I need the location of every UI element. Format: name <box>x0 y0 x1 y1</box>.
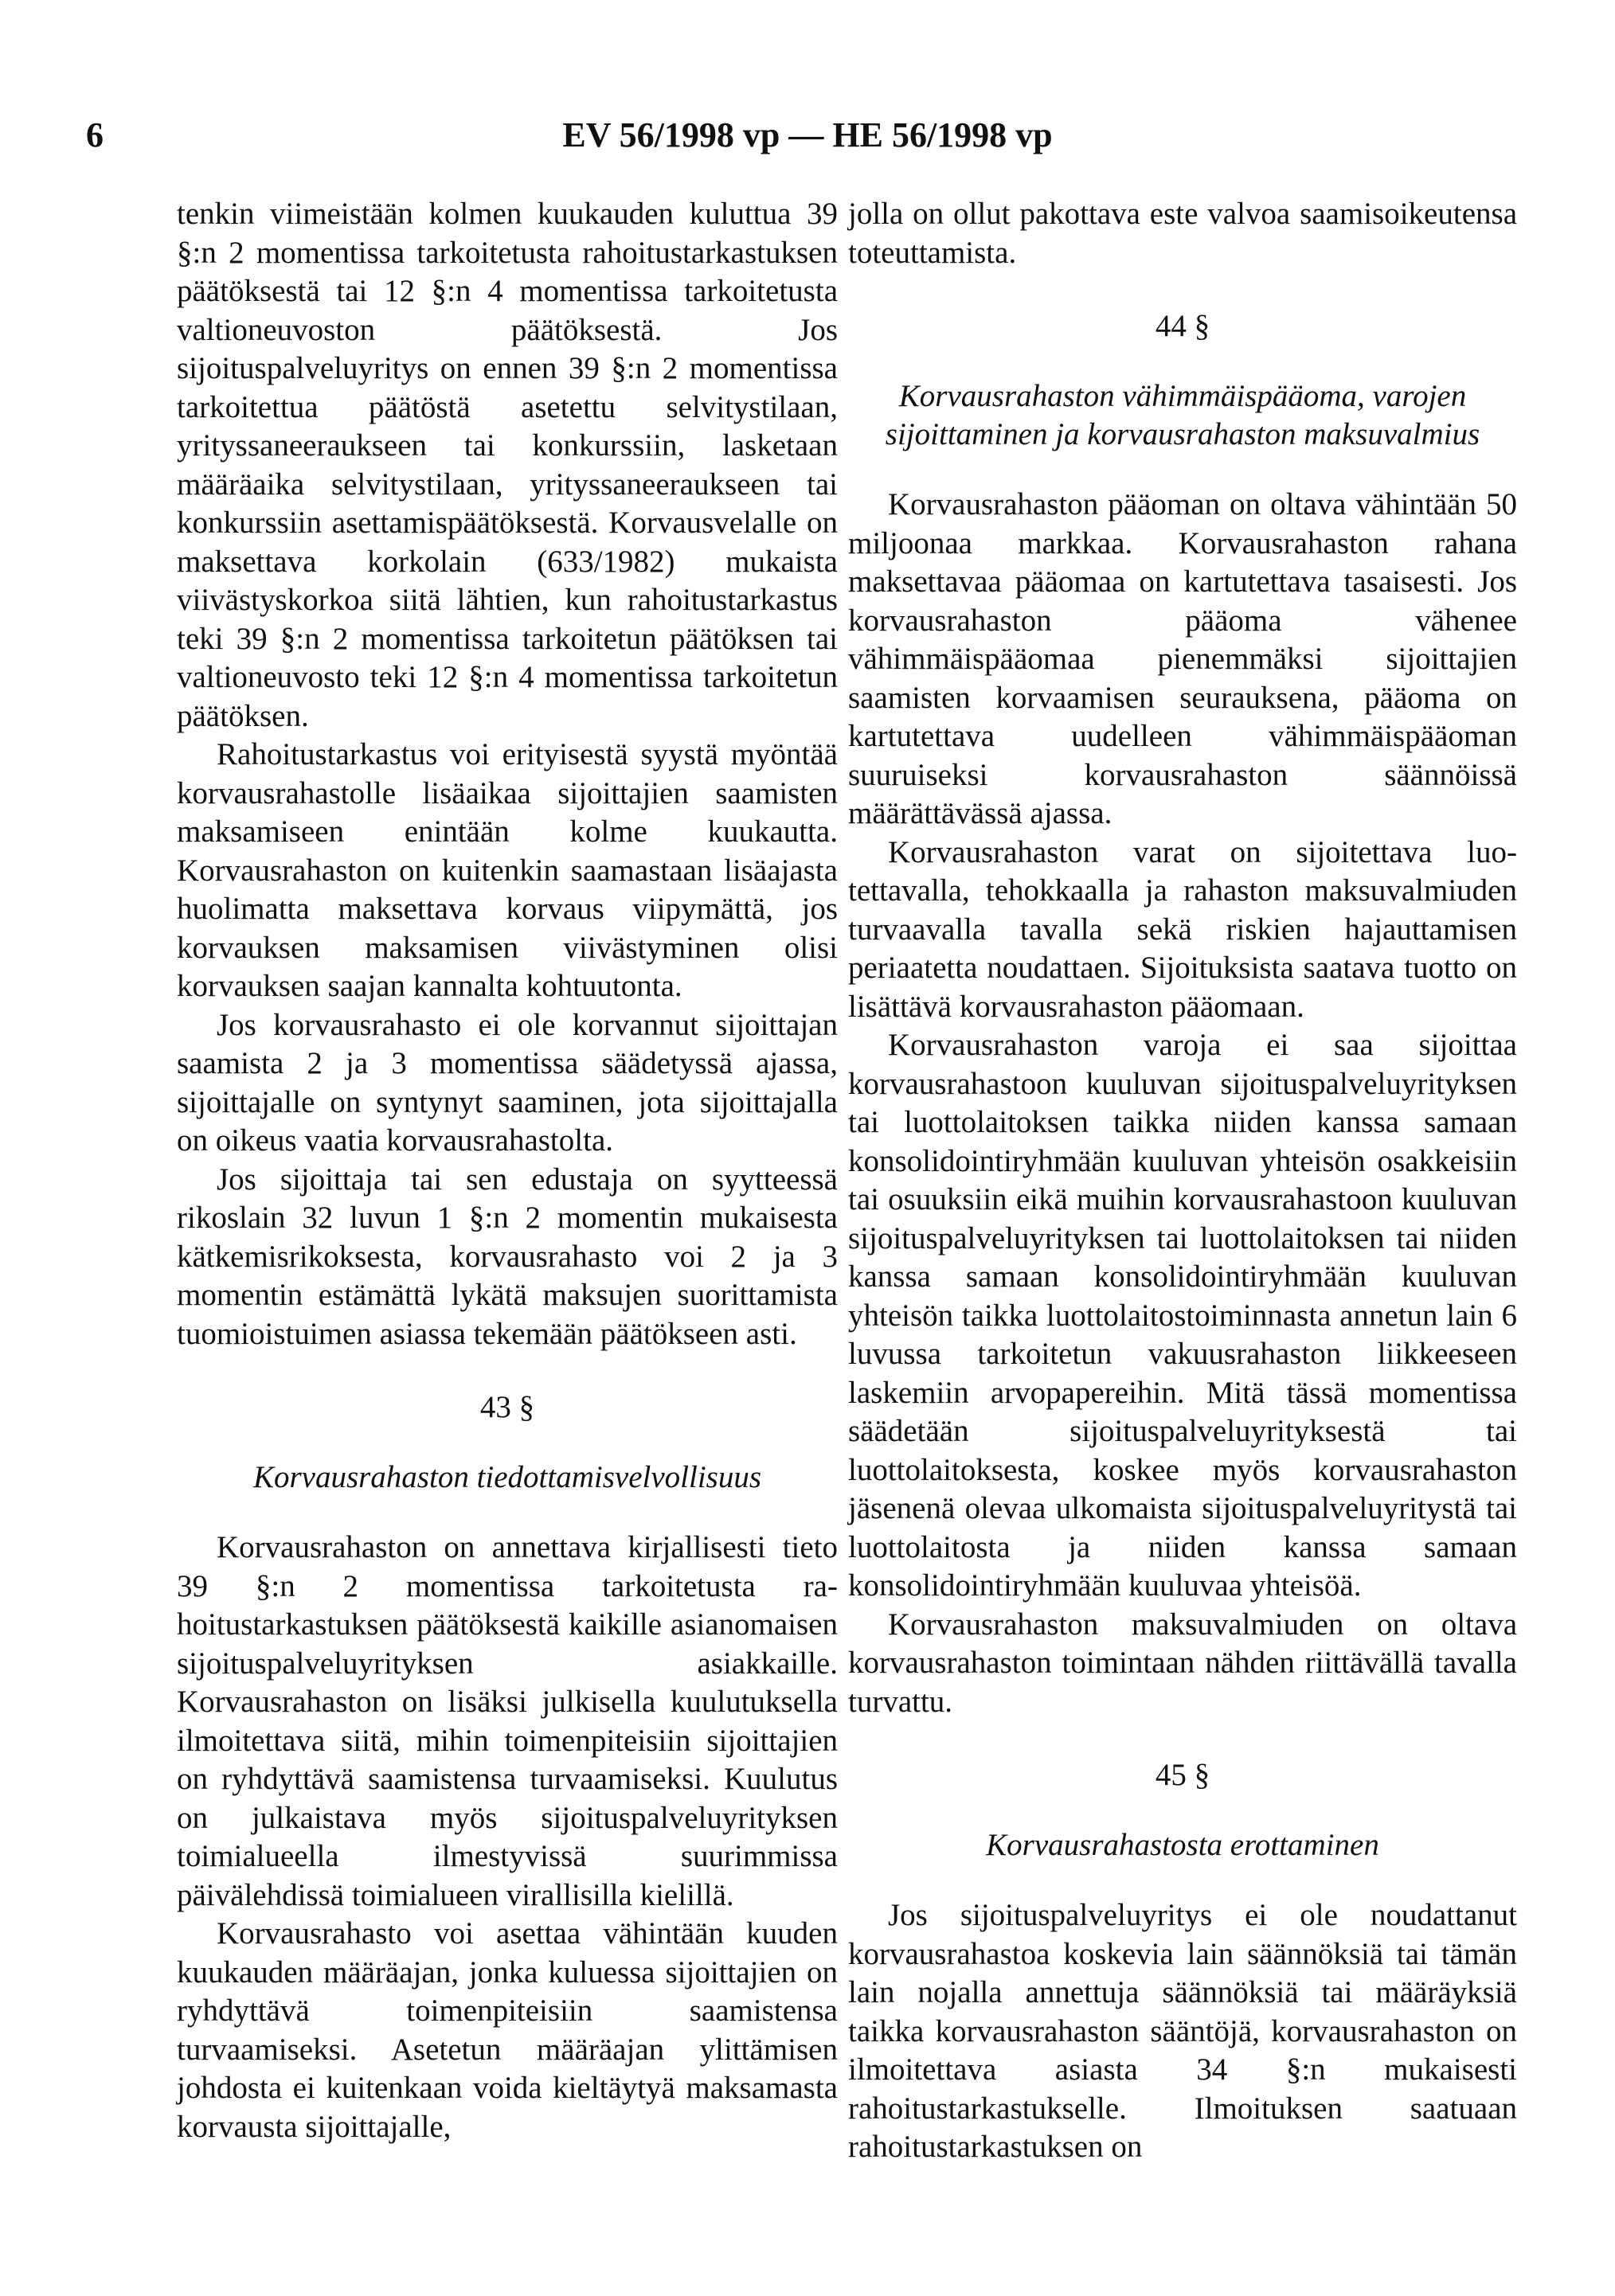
paragraph: Jos korvausrahasto ei ole korvannut sijoittajan saamista 2 ja 3 momentissa säädetyssä ajassa, sijoittajalle on syntynyt saaminen, jota sijoittajalla on oikeus vaatia korvausrahastolta. <box>177 1007 838 1158</box>
paragraph: tenkin viimeistään kolmen kuukauden kuluttua 39 §:n 2 momentissa tarkoitetusta rahoitustarkastuksen päätöksestä tai 12 §:n 4 momentissa tarkoitetusta valtioneuvoston päätöksestä. Jos sijoituspalveluyritys on ennen 39 §:n 2 momentissa tarkoitettua päätöstä asetettu selvitystilaan, yrityssaneeraukseen tai konkurssiin, lasketaan määräaika selvitystilaan, yrityssaneeraukseen tai konkurssiin asettamispäätöksestä. Korvausvelalle on maksettava korkolain (633/1982) mukaista viivästyskorkoa siitä lähtien, kun rahoitustarkastus teki 39 §:n 2 momentissa tarkoitetun päätöksen tai valtioneuvosto teki 12 §:n 4 momentissa tarkoitetun päätöksen. <box>177 197 838 733</box>
paragraph: Korvausrahaston on annettava kirjallisesti tieto 39 §:n 2 momentissa tarkoitetusta rahoitustarkastuksen päätöksestä kaikille asianomaisen sijoituspalveluyrityksen asiakkaille. Korvausrahaston on lisäksi julkisella kuulutuksella ilmoitettava siitä, mihin toimenpiteisiin sijoittajien on ryhdyttävä saamistensa turvaamiseksi. Kuulutus on julkaistava myös sijoituspalveluyrityksen toimialueella ilmestyvissä suurimmissa päivälehdissä toimialueen virallisilla kielillä. <box>177 1530 838 1912</box>
paragraph: Jos sijoittaja tai sen edustaja on syytteessä rikoslain 32 luvun 1 §:n 2 momentin mukaisesta kätkemisrikoksesta, korvausrahasto voi 2 ja 3 momentin estämättä lykätä maksujen suorittamista tuomioistuimen asiassa tekemään päätökseen asti. <box>177 1162 838 1351</box>
section-number-45: 45 § <box>1155 1758 1210 1792</box>
page-number: 6 <box>86 115 104 154</box>
page-header <box>0 111 1615 159</box>
right-column <box>848 195 1517 2167</box>
section-title-43: Korvausrahaston tiedottamisvelvollisuus <box>252 1460 762 1494</box>
paragraph: Korvausrahaston maksuvalmiuden on oltava korvausrahaston toimintaan nähden riittävällä tavalla turvattu. <box>848 1607 1517 1719</box>
paragraph: Korvausrahaston pääoman on oltava vähintään 50 miljoonaa markkaa. Korvausrahaston rahana maksettavaa pääomaa on kartutettava tasaisesti. Jos korvausrahaston pääoma vähenee vähimmäispääomaa pienemmäksi sijoittajien saamisten korvaamisen seurauksena, pääoma on kartutettava uudelleen vähimmäispääoman suuruiseksi korvausrahaston säännöissä määrättävässä ajassa. <box>848 487 1517 830</box>
section-number-43: 43 § <box>479 1390 535 1424</box>
running-head: EV 56/1998 vp — HE 56/1998 vp <box>562 115 1053 154</box>
left-column <box>177 195 838 2146</box>
paragraph: Rahoitustarkastus voi erityisestä syystä myöntää korvausrahastolle lisäaikaa sijoittajien saamisten maksamiseen enintään kolme kuukautta. Korvausrahaston on kuitenkin saamastaan lisäajasta huolimatta maksettava korvaus viipymättä, jos korvauksen maksamisen viivästyminen olisi korvauksen saajan kannalta kohtuutonta. <box>177 737 838 1003</box>
section-title-45: Korvausrahastosta erottaminen <box>986 1828 1379 1862</box>
paragraph: Korvausrahaston varat on sijoitettava luotettavalla, tehokkaalla ja rahaston maksuvalmiuden turvaavalla tavalla sekä riskien hajauttamisen periaatetta noudattaen. Sijoituksista saatava tuotto on lisättävä korvausrahaston pääomaan. <box>848 834 1517 1024</box>
paragraph: jolla on ollut pakottava este valvoa saamisoikeutensa toteuttamista. <box>848 197 1517 270</box>
paragraph: Korvausrahasto voi asettaa vähintään kuuden kuukauden määräajan, jonka kuluessa sijoittajien on ryhdyttävä toimenpiteisiin saamistensa turvaamiseksi. Asetetun määräajan ylittämisen johdosta ei kuitenkaan voida kieltäytyä maksamasta korvausta sijoittajalle, <box>177 1916 838 2144</box>
section-title-44: Korvausrahaston vähimmäispääoma, varojen sijoittaminen ja korvausrahaston maksuvalmius <box>885 379 1480 451</box>
section-number-44: 44 § <box>1155 309 1210 343</box>
paragraph: Jos sijoituspalveluyritys ei ole noudattanut korvausrahastoa koskevia lain säännöksiä tai tämän lain nojalla annettuja säännöksiä tai määräyksiä taikka korvausrahaston sääntöjä, korvausrahaston on ilmoitettava asiasta 34 §:n mukaisesti rahoitustarkastukselle. Ilmoituksen saatuaan rahoitustarkastuksen on <box>848 1898 1517 2164</box>
paragraph: Korvausrahaston varoja ei saa sijoittaa korvausrahastoon kuuluvan sijoituspalveluyrityksen tai luottolaitoksen taikka niiden kanssa samaan konsolidointiryhmään kuuluvan yhteisön osakkeisiin tai osuuksiin eikä muihin korvausrahastoon kuuluvan sijoituspalveluyrityksen tai luottolaitoksen tai niiden kanssa samaan konsolidointiryhmään kuuluvan yhteisön taikka luottolaitostoiminnasta annetun lain 6 luvussa tarkoitetun vakuusrahaston liikkeeseen laskemiin arvopapereihin. Mitä tässä momentissa säädetään sijoituspalveluyrityksestä tai luottolaitoksesta, koskee myös korvausrahaston jäsenenä olevaa ulkomaista sijoituspalveluyritystä tai luottolaitosta ja niiden kanssa samaan konsolidointiryhmään kuuluvaa yhteisöä. <box>848 1028 1517 1603</box>
